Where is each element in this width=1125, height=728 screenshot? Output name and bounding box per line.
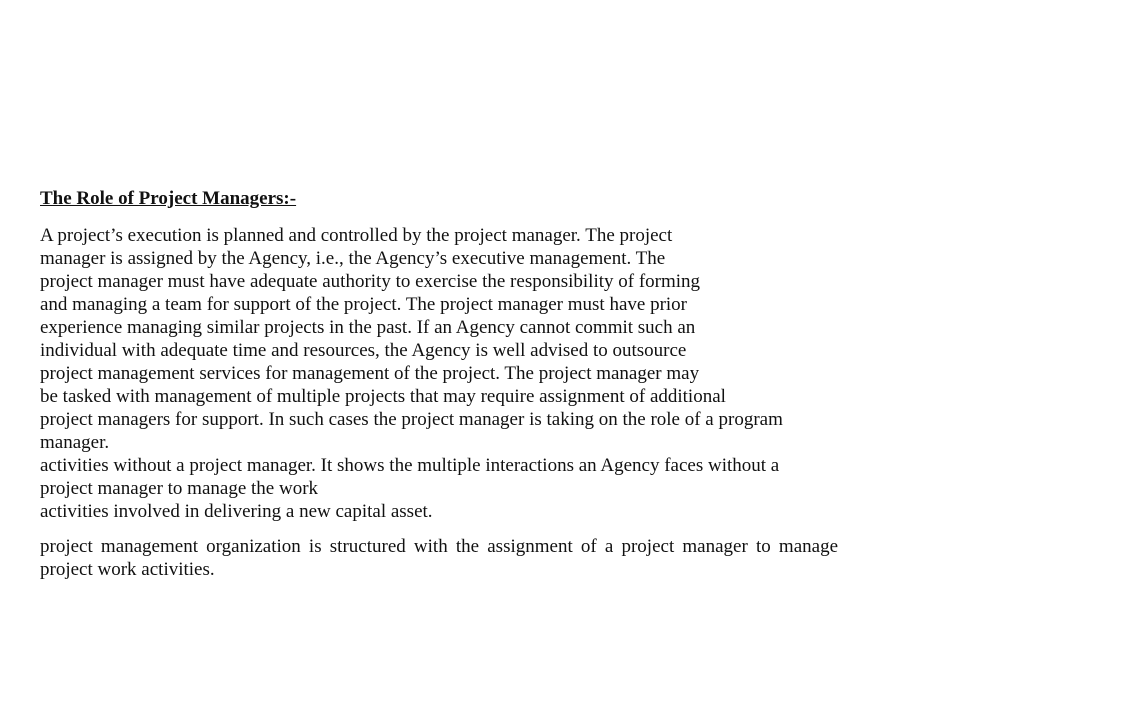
paragraph-line: be tasked with management of multiple projects that may require assignment of additional: [40, 386, 726, 407]
paragraph-line: activities involved in delivering a new capital asset.: [40, 501, 433, 522]
paragraph-line: manager.: [40, 432, 110, 453]
paragraph-line: manager is assigned by the Agency, i.e., the Agency’s executive management. The: [40, 248, 666, 269]
paragraph-line: and managing a team for support of the project. The project manager must have prior: [40, 294, 688, 315]
paragraph-line: individual with adequate time and resources, the Agency is well advised to outsource: [40, 340, 687, 361]
paragraph-line: experience managing similar projects in the past. If an Agency cannot commit such an: [40, 317, 696, 338]
paragraph-line: activities without a project manager. It shows the multiple interactions an Agency faces without a: [40, 455, 780, 476]
paragraph-2: project management organization is structured with the assignment of a project manager to manage project work activities.: [40, 536, 838, 580]
paragraph-line: A project’s execution is planned and controlled by the project manager. The project: [40, 225, 673, 246]
paragraph-line: project management services for management of the project. The project manager may: [40, 363, 700, 384]
paragraph-line: project manager must have adequate authority to exercise the responsibility of forming: [40, 271, 701, 292]
paragraph-line: project managers for support. In such cases the project manager is taking on the role of a program: [40, 409, 783, 430]
section-heading: The Role of Project Managers:-: [40, 188, 297, 209]
paragraph-1: [40, 224, 840, 523]
paragraph-spacer: [40, 523, 840, 535]
document-body: [40, 186, 840, 581]
paragraph-line: project manager to manage the work: [40, 478, 319, 499]
